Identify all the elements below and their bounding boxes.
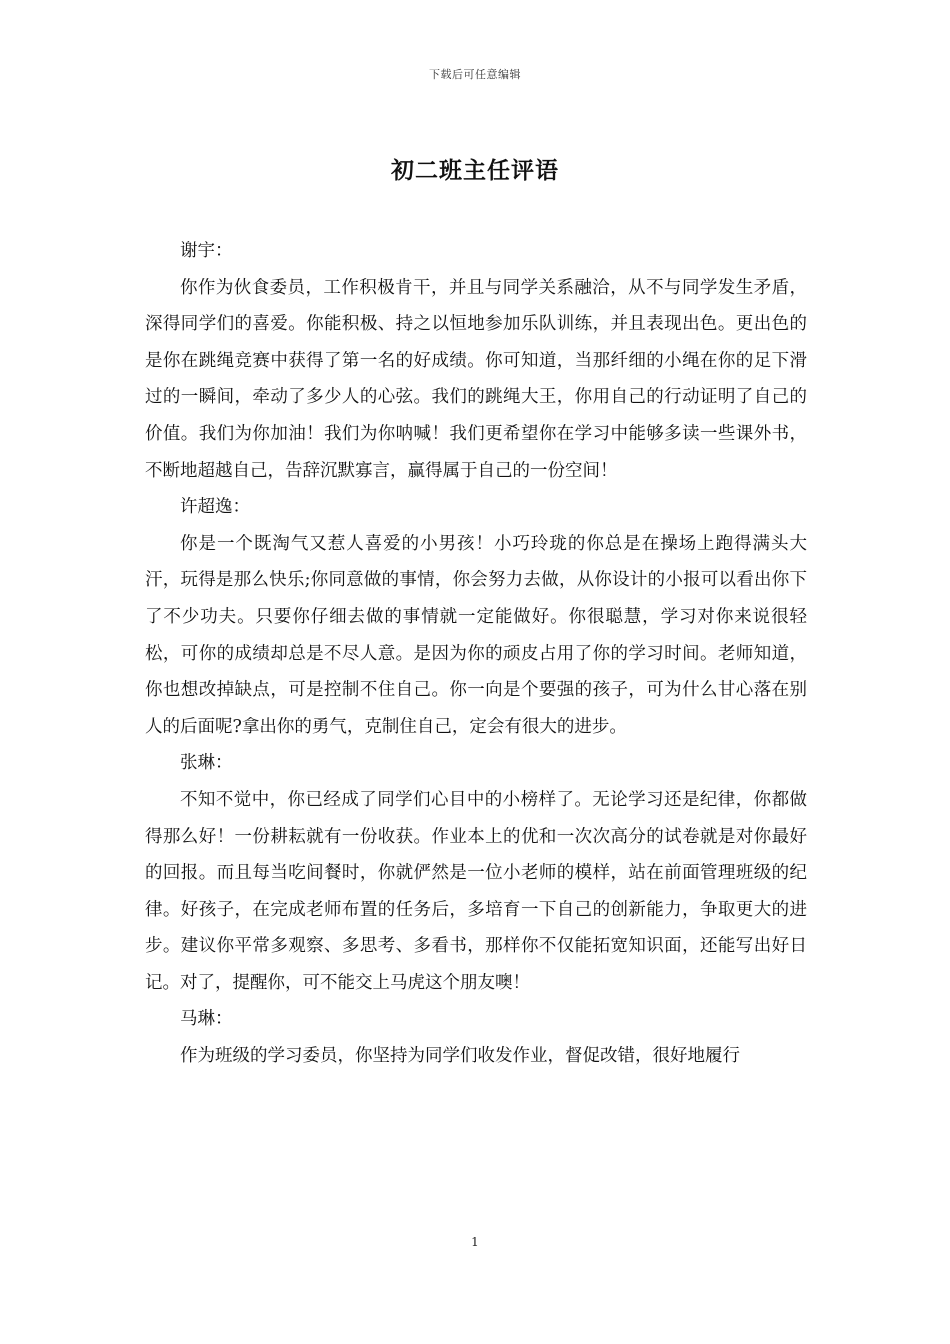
comment-paragraph: 不知不觉中，你已经成了同学们心目中的小榜样了。无论学习还是纪律，你都做得那么好！一份耕耘就有一份收获。作业本上的优和一次次高分的试卷就是对你最好的回报。而且每当吃间餐时，你就俨然是一位小老师的模样，站在前面管理班级的纪律。好孩子，在完成老师布置的任务后，多培育一下自己的创新能力，争取更大的进步。建议你平常多观察、多思考、多看书，那样你不仅能拓宽知识面，还能写出好日记。对了，提醒你，可不能交上马虎这个朋友噢！ [145, 789, 807, 993]
page-number: 1 [471, 1235, 479, 1249]
student-name-heading: 张琳： [180, 753, 233, 774]
document-title: 初二班主任评语 [391, 157, 559, 184]
comment-paragraph: 作为班级的学习委员，你坚持为同学们收发作业，督促改错，很好地履行 [180, 1046, 740, 1067]
student-name-heading: 谢宇： [180, 241, 233, 261]
comment-paragraph: 你是一个既淘气又惹人喜爱的小男孩！小巧玲珑的你总是在操场上跑得满头大汗，玩得是那么快乐;你同意做的事情，你会努力去做，从你设计的小报可以看出你下了不少功夫。只要你仔细去做的事情就一定能做好。你很聪慧，学习对你来说很轻松，可你的成绩却总是不尽人意。是因为你的顽皮占用了你的学习时间。老师知道，你也想改掉缺点，可是控制不住自己。你一向是个要强的孩子，可为什么甘心落在别人的后面呢?拿出你的勇气，克制住自己，定会有很大的进步。 [145, 533, 807, 737]
comment-paragraph: 你作为伙食委员，工作积极肯干，并且与同学关系融洽，从不与同学发生矛盾，深得同学们的喜爱。你能积极、持之以恒地参加乐队训练，并且表现出色。更出色的是你在跳绳竞赛中获得了第一名的好成绩。你可知道，当那纤细的小绳在你的足下滑过的一瞬间，牵动了多少人的心弦。我们的跳绳大王，你用自己的行动证明了自己的价值。我们为你加油！我们为你呐喊！我们更希望你在学习中能够多读一些课外书，不断地超越自己，告辞沉默寡言，赢得属于自己的一份空间！ [145, 277, 807, 481]
document-body [145, 233, 807, 1075]
student-name-heading: 许超逸： [180, 497, 250, 518]
header-note: 下载后可任意编辑 [429, 68, 521, 81]
student-name-heading: 马琳： [180, 1009, 233, 1030]
